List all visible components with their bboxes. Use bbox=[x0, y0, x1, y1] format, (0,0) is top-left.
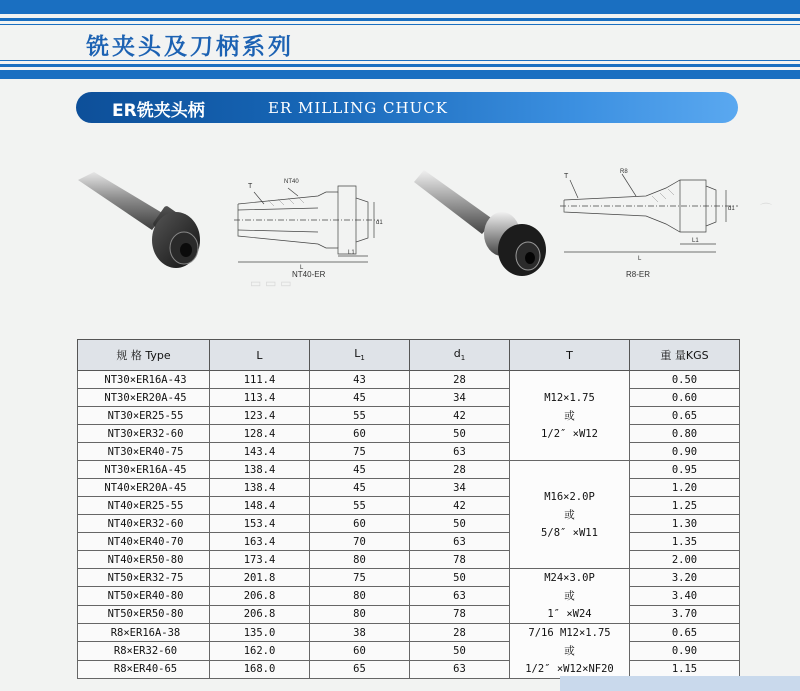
col-header-l1-sub: 1 bbox=[360, 354, 365, 363]
drawing-label-thread: R8 bbox=[620, 169, 628, 175]
thread-line: 或 bbox=[564, 508, 575, 521]
bleed-through-mark: ⌒ bbox=[760, 202, 773, 216]
col-header-l1-main: L bbox=[354, 347, 361, 361]
cell-type: NT40×ER20A-45 bbox=[78, 479, 210, 497]
drawing-label-thread: NT40 bbox=[284, 179, 299, 185]
cell-l1: 70 bbox=[310, 533, 410, 551]
cell-l1: 60 bbox=[310, 425, 410, 443]
cell-type: NT50×ER40-80 bbox=[78, 587, 210, 605]
cell-d1: 78 bbox=[410, 605, 510, 623]
cell-l1: 60 bbox=[310, 642, 410, 660]
cell-l1: 45 bbox=[310, 389, 410, 407]
cell-l: 201.8 bbox=[210, 569, 310, 587]
cell-weight: 0.60 bbox=[630, 389, 740, 407]
cell-weight: 0.90 bbox=[630, 443, 740, 461]
table-row bbox=[78, 389, 740, 407]
cell-d1: 34 bbox=[410, 479, 510, 497]
cell-l: 206.8 bbox=[210, 605, 310, 623]
table-row bbox=[78, 515, 740, 533]
cell-d1: 63 bbox=[410, 660, 510, 678]
cell-d1: 28 bbox=[410, 624, 510, 642]
cell-l: 111.4 bbox=[210, 371, 310, 389]
table-row bbox=[78, 624, 740, 642]
table-row bbox=[78, 371, 740, 389]
cell-weight: 0.50 bbox=[630, 371, 740, 389]
cell-l: 168.0 bbox=[210, 660, 310, 678]
cell-l: 113.4 bbox=[210, 389, 310, 407]
nt40-er-caption: NT40-ER bbox=[292, 270, 326, 279]
drawing-label-l: L bbox=[638, 256, 642, 262]
r8-er-caption: R8-ER bbox=[626, 270, 651, 279]
thread-line: 1/2″ ×W12×NF20 bbox=[525, 663, 614, 675]
table-row bbox=[78, 497, 740, 515]
cell-l: 162.0 bbox=[210, 642, 310, 660]
cell-type: R8×ER16A-38 bbox=[78, 624, 210, 642]
cell-l: 153.4 bbox=[210, 515, 310, 533]
thread-line: 或 bbox=[564, 590, 575, 602]
cell-l: 138.4 bbox=[210, 461, 310, 479]
table-row bbox=[78, 587, 740, 605]
col-header-d1 bbox=[410, 340, 510, 371]
cell-weight: 3.70 bbox=[630, 605, 740, 623]
table-row bbox=[78, 443, 740, 461]
table-row bbox=[78, 551, 740, 569]
cell-weight: 3.40 bbox=[630, 587, 740, 605]
cell-d1: 63 bbox=[410, 533, 510, 551]
cell-type: NT30×ER16A-45 bbox=[78, 461, 210, 479]
cell-thread bbox=[510, 624, 630, 679]
thread-line: 5/8″ ×W11 bbox=[541, 526, 598, 539]
col-header-l1 bbox=[310, 340, 410, 371]
cell-type: R8×ER40-65 bbox=[78, 660, 210, 678]
table-row bbox=[78, 642, 740, 660]
section-title-en: ER MILLING CHUCK bbox=[268, 99, 448, 117]
cell-type: NT40×ER32-60 bbox=[78, 515, 210, 533]
cell-type: NT30×ER20A-45 bbox=[78, 389, 210, 407]
drawing-label-l1: L1 bbox=[348, 250, 355, 256]
cell-l: 173.4 bbox=[210, 551, 310, 569]
cell-l1: 65 bbox=[310, 660, 410, 678]
cell-l1: 80 bbox=[310, 551, 410, 569]
cell-l1: 45 bbox=[310, 479, 410, 497]
cell-type: NT30×ER40-75 bbox=[78, 443, 210, 461]
bottom-bleed-band bbox=[560, 676, 800, 691]
col-header-type: 规 格 Type bbox=[78, 340, 210, 371]
cell-l: 128.4 bbox=[210, 425, 310, 443]
cell-d1: 50 bbox=[410, 515, 510, 533]
cell-l1: 45 bbox=[310, 461, 410, 479]
cell-thread bbox=[510, 569, 630, 624]
cell-l1: 75 bbox=[310, 443, 410, 461]
cell-l1: 55 bbox=[310, 407, 410, 425]
thread-line: 或 bbox=[564, 645, 575, 657]
cell-d1: 50 bbox=[410, 642, 510, 660]
cell-l: 148.4 bbox=[210, 497, 310, 515]
cell-thread bbox=[510, 371, 630, 461]
cell-weight: 0.95 bbox=[630, 461, 740, 479]
cell-weight: 0.80 bbox=[630, 425, 740, 443]
drawing-label-d1: d1 bbox=[728, 206, 735, 212]
bleed-through-mark: ▭ ▭ ▭ bbox=[250, 276, 292, 290]
cell-thread bbox=[510, 461, 630, 569]
drawing-label-d1: d1 bbox=[376, 220, 383, 226]
cell-l: 206.8 bbox=[210, 587, 310, 605]
cell-d1: 42 bbox=[410, 497, 510, 515]
cell-l1: 80 bbox=[310, 587, 410, 605]
cell-d1: 63 bbox=[410, 587, 510, 605]
cell-l1: 80 bbox=[310, 605, 410, 623]
r8-er-photo bbox=[410, 166, 550, 278]
nt40-er-drawing bbox=[228, 170, 388, 270]
cell-l: 143.4 bbox=[210, 443, 310, 461]
nt40-er-photo bbox=[72, 168, 212, 276]
cell-d1: 50 bbox=[410, 569, 510, 587]
page-title: 铣夹头及刀柄系列 bbox=[86, 34, 294, 60]
cell-l: 138.4 bbox=[210, 479, 310, 497]
cell-weight: 2.00 bbox=[630, 551, 740, 569]
col-header-weight: 重 量KGS bbox=[630, 340, 740, 371]
cell-d1: 28 bbox=[410, 461, 510, 479]
table-row bbox=[78, 569, 740, 587]
table-row bbox=[78, 407, 740, 425]
spec-table bbox=[77, 339, 740, 679]
cell-type: NT40×ER40-70 bbox=[78, 533, 210, 551]
cell-type: NT30×ER25-55 bbox=[78, 407, 210, 425]
cell-d1: 63 bbox=[410, 443, 510, 461]
col-header-d1-main: d bbox=[453, 347, 461, 361]
col-header-l: L bbox=[210, 340, 310, 371]
cell-d1: 42 bbox=[410, 407, 510, 425]
cell-weight: 0.65 bbox=[630, 407, 740, 425]
cell-type: NT40×ER50-80 bbox=[78, 551, 210, 569]
cell-l1: 60 bbox=[310, 515, 410, 533]
cell-l: 163.4 bbox=[210, 533, 310, 551]
thread-line: M12×1.75 bbox=[544, 391, 595, 404]
drawing-label-l1: L1 bbox=[692, 238, 699, 244]
cell-weight: 1.30 bbox=[630, 515, 740, 533]
cell-weight: 1.35 bbox=[630, 533, 740, 551]
cell-d1: 34 bbox=[410, 389, 510, 407]
cell-weight: 0.65 bbox=[630, 624, 740, 642]
r8-er-drawing bbox=[556, 166, 746, 270]
cell-l1: 55 bbox=[310, 497, 410, 515]
cell-l1: 43 bbox=[310, 371, 410, 389]
cell-weight: 0.90 bbox=[630, 642, 740, 660]
cell-type: NT30×ER16A-43 bbox=[78, 371, 210, 389]
thread-line: 7/16 M12×1.75 bbox=[528, 627, 611, 639]
table-row bbox=[78, 461, 740, 479]
cell-weight: 1.15 bbox=[630, 660, 740, 678]
cell-d1: 78 bbox=[410, 551, 510, 569]
cell-weight: 3.20 bbox=[630, 569, 740, 587]
table-row bbox=[78, 605, 740, 623]
table-header-row bbox=[78, 340, 740, 371]
thread-line: 1″ ×W24 bbox=[547, 608, 592, 620]
table-row bbox=[78, 425, 740, 443]
cell-l1: 38 bbox=[310, 624, 410, 642]
cell-type: NT50×ER32-75 bbox=[78, 569, 210, 587]
cell-d1: 28 bbox=[410, 371, 510, 389]
table-row bbox=[78, 533, 740, 551]
cell-weight: 1.20 bbox=[630, 479, 740, 497]
cell-l: 135.0 bbox=[210, 624, 310, 642]
cell-type: R8×ER32-60 bbox=[78, 642, 210, 660]
cell-l: 123.4 bbox=[210, 407, 310, 425]
col-header-d1-sub: 1 bbox=[460, 354, 466, 363]
section-title-cn: ER铣夹头柄 bbox=[112, 101, 205, 121]
cell-l1: 75 bbox=[310, 569, 410, 587]
cell-type: NT40×ER25-55 bbox=[78, 497, 210, 515]
cell-d1: 50 bbox=[410, 425, 510, 443]
cell-type: NT30×ER32-60 bbox=[78, 425, 210, 443]
drawing-label-t: T bbox=[564, 173, 569, 180]
thread-line: 1/2″ ×W12 bbox=[541, 427, 598, 440]
col-header-t: T bbox=[510, 340, 630, 371]
thread-line: M16×2.0P bbox=[544, 490, 595, 503]
drawing-label-t: T bbox=[248, 183, 253, 190]
table-row bbox=[78, 479, 740, 497]
cell-weight: 1.25 bbox=[630, 497, 740, 515]
thread-line: 或 bbox=[564, 409, 575, 422]
drawing-label-l: L bbox=[300, 265, 304, 270]
cell-type: NT50×ER50-80 bbox=[78, 605, 210, 623]
thread-line: M24×3.0P bbox=[544, 572, 595, 584]
